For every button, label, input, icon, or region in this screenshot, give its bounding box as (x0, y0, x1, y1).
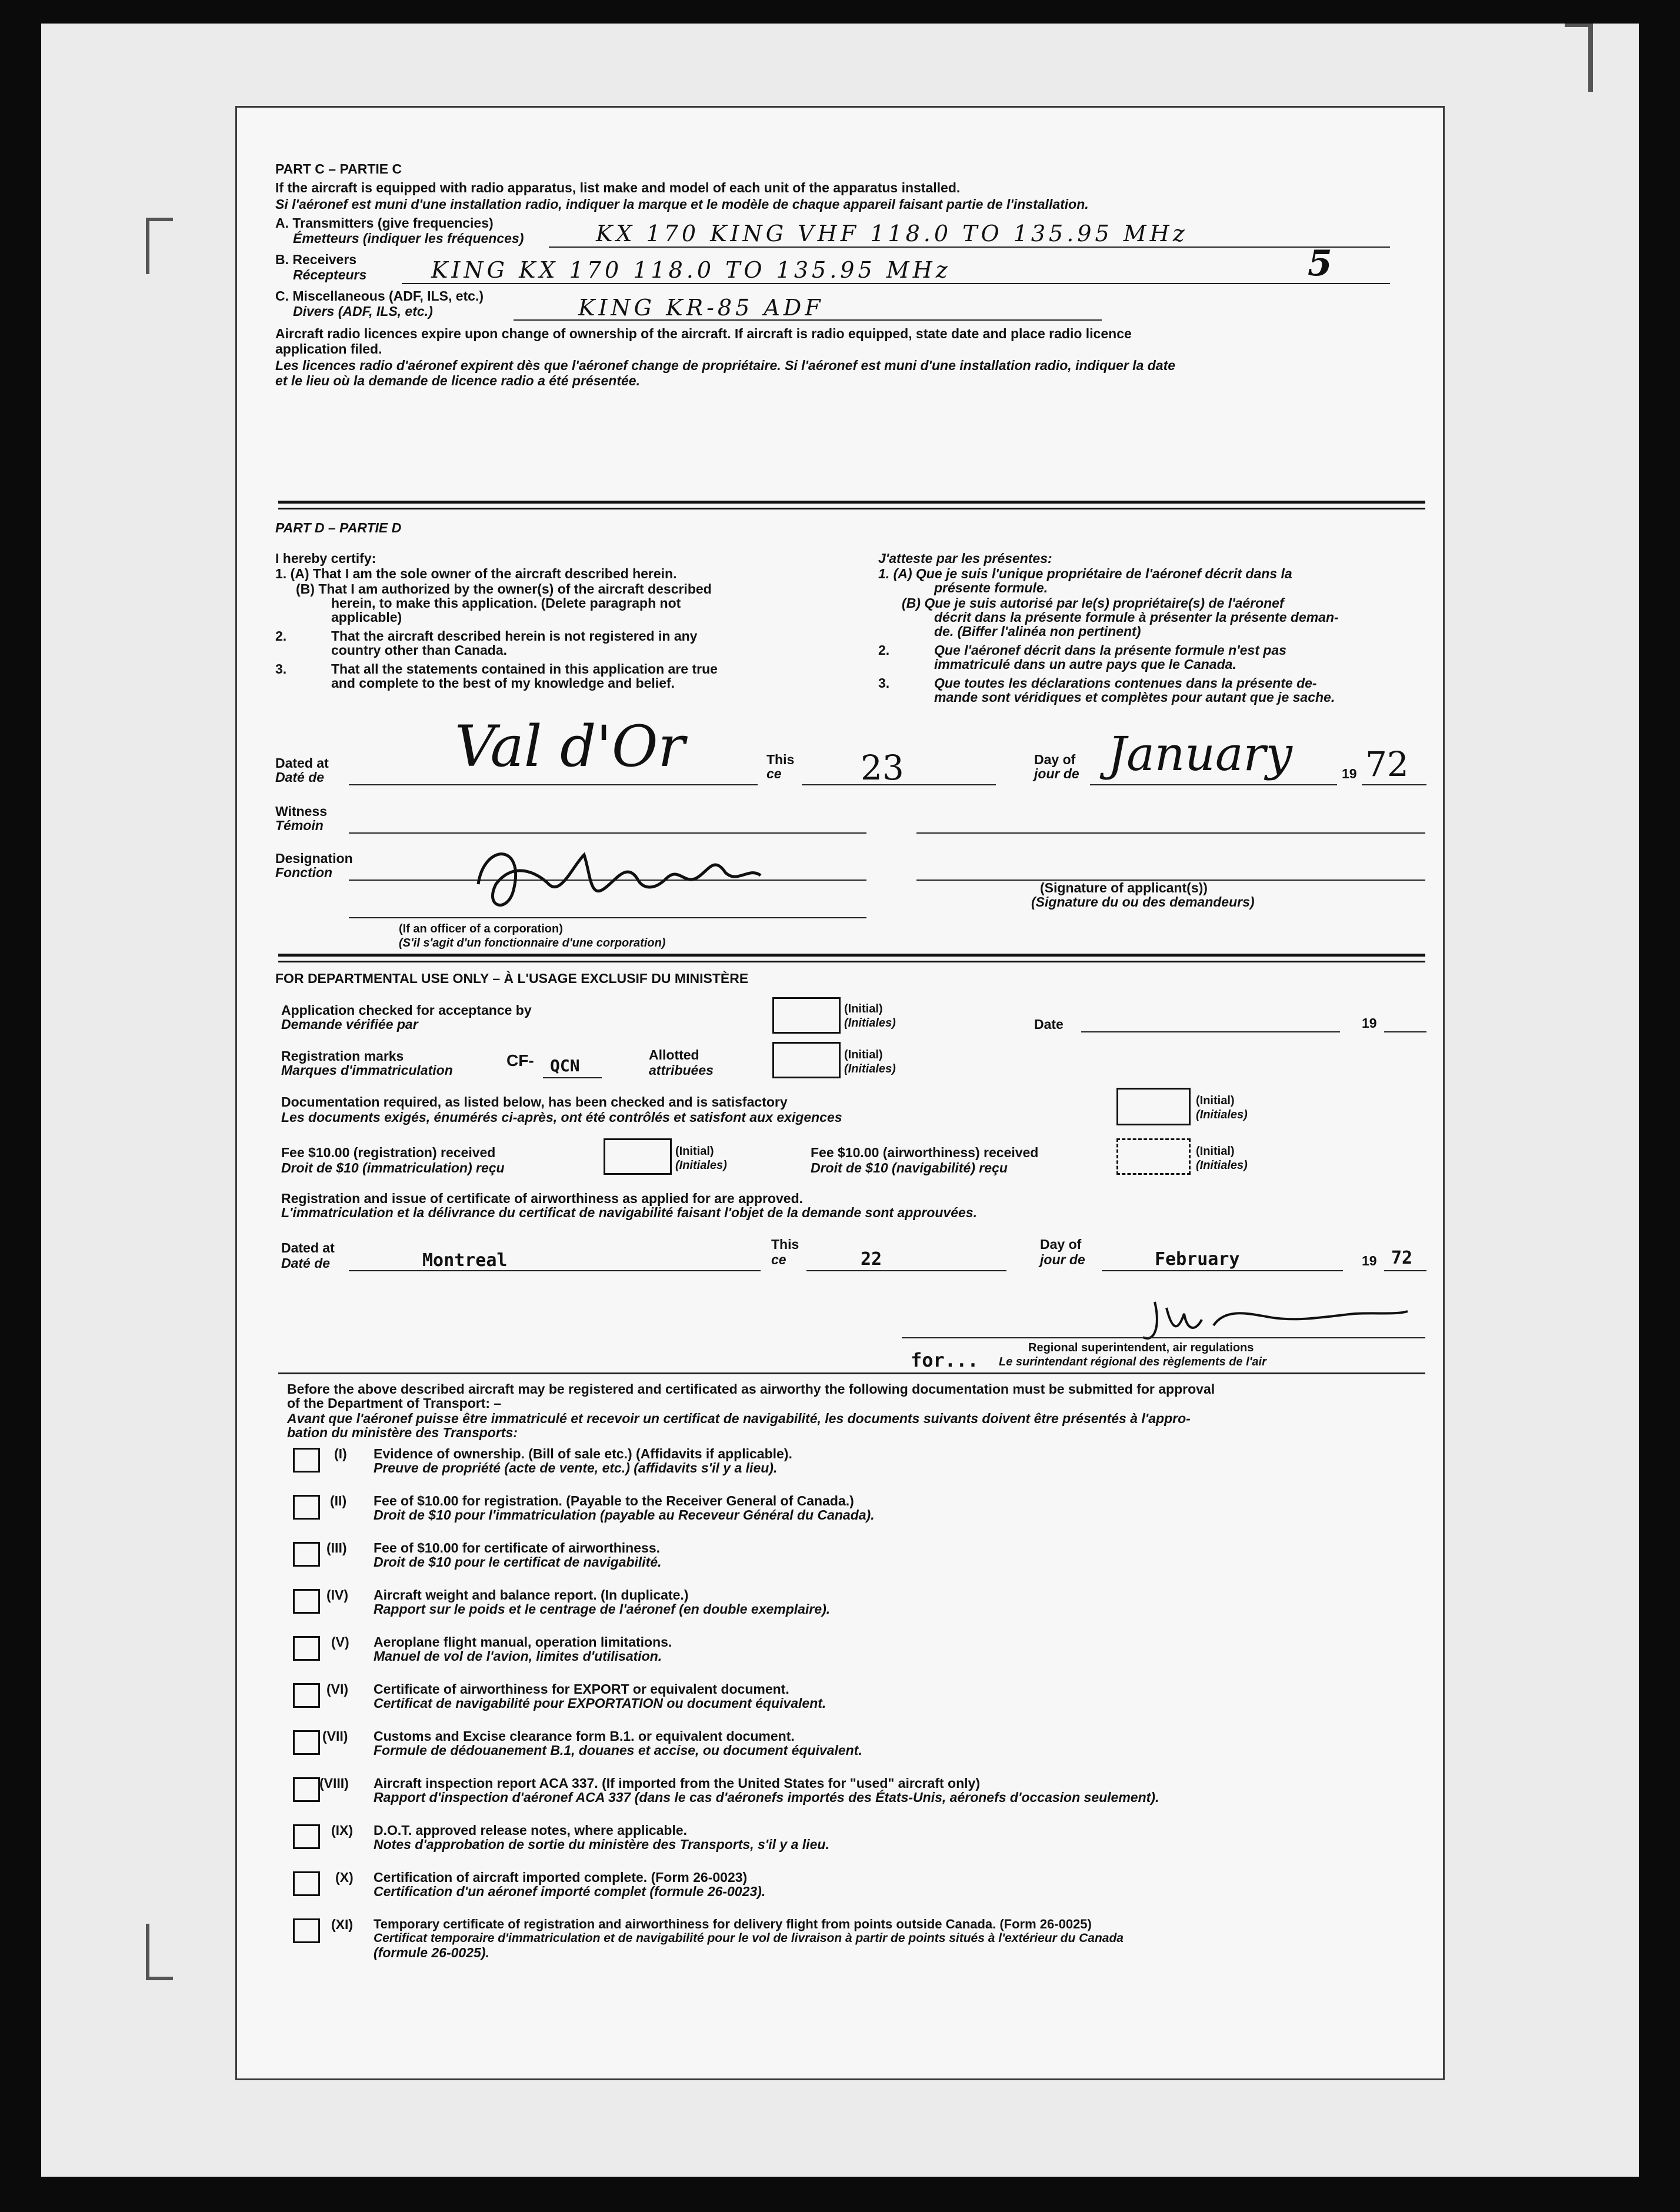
dated-at-fr: Daté de (275, 769, 325, 785)
fee-reg-initial-box[interactable] (604, 1138, 672, 1175)
fee-air-en: Fee $10.00 (airworthiness) received (811, 1145, 1039, 1160)
dept-divider-2 (278, 961, 1425, 962)
doc-num: (I) (334, 1446, 347, 1461)
dept-year-value: 72 (1391, 1248, 1413, 1268)
app-checked-initial-box[interactable] (772, 997, 841, 1034)
month-signature: January (1108, 727, 1292, 781)
dept-month-value: February (1155, 1249, 1240, 1270)
doc-en: Fee of $10.00 for registration. (Payable to the Receiver General of Canada.) (374, 1493, 854, 1508)
doc-num: (V) (331, 1634, 349, 1650)
fr-2-2: immatriculé dans un autre pays que le Canada. (934, 657, 1236, 672)
fee-reg-initiales: (Initiales) (675, 1159, 727, 1172)
signature-applicant-fr: (Signature du ou des demandeurs) (1031, 894, 1255, 910)
doc-num: (X) (335, 1870, 354, 1885)
year-line (1362, 784, 1426, 785)
witness-fr: Témoin (275, 818, 324, 833)
part-d-divider-2 (278, 508, 1425, 509)
doc-checkbox[interactable] (293, 1871, 320, 1896)
for-label: for... (911, 1349, 979, 1371)
receivers-value: KING KX 170 118.0 TO 135.95 MHz (431, 257, 951, 283)
doc-fr: Certificat de navigabilité pour EXPORTATION ou document équivalent. (374, 1695, 826, 1711)
misc-label-en: C. Miscellaneous (ADF, ILS, etc.) (275, 288, 484, 304)
doc-req-initial-box[interactable] (1116, 1088, 1191, 1125)
dept-year-prefix-2: 19 (1362, 1253, 1377, 1268)
reg-marks-en: Registration marks (281, 1048, 404, 1064)
crop-mark-top-right (1565, 24, 1593, 92)
doc-num: (XI) (331, 1917, 354, 1932)
licence-fr-2: et le lieu où la demande de licence radio a été présentée. (275, 373, 640, 388)
certify-fr: J'atteste par les présentes: (878, 551, 1052, 566)
doc-en: Aircraft inspection report ACA 337. (If imported from the United States for "used" aircraft only) (374, 1775, 980, 1791)
witness-right-line (916, 832, 1425, 834)
doc-num: (IV) (326, 1587, 349, 1603)
misc-label-fr: Divers (ADF, ILS, etc.) (293, 304, 433, 319)
transmitters-label-en: A. Transmitters (give frequencies) (275, 215, 494, 231)
year-value: 72 (1365, 744, 1409, 784)
regional-fr: Le surintendant régional des règlements de l'air (999, 1355, 1266, 1368)
doc-num: (VI) (326, 1681, 349, 1697)
receivers-mark: 5 (1308, 243, 1332, 284)
officer-fr: (S'il s'agit d'un fonctionnaire d'une corporation) (399, 937, 666, 950)
doc-fr: Rapport sur le poids et le centrage de l'aéronef (en double exemplaire). (374, 1601, 831, 1617)
form-page (235, 106, 1445, 2080)
doc-fr: Manuel de vol de l'avion, limites d'utilisation. (374, 1648, 662, 1664)
en-2-1: That the aircraft described herein is not registered in any (331, 628, 698, 644)
transmitters-value: KX 170 KING VHF 118.0 TO 135.95 MHz (596, 221, 1188, 246)
officer-signature-icon (461, 819, 790, 925)
doc-req-en: Documentation required, as listed below, has been checked and is satisfactory (281, 1094, 788, 1110)
transmitters-label-fr: Émetteurs (indiquer les fréquences) (293, 231, 524, 246)
dept-title: FOR DEPARTMENTAL USE ONLY – À L'USAGE EXCLUSIF DU MINISTÈRE (275, 971, 749, 986)
licence-en-1: Aircraft radio licences expire upon change of ownership of the aircraft. If aircraft is radio equipped, state date and place radio licence (275, 326, 1132, 341)
fr-2-num: 2. (878, 642, 890, 658)
doc-en: Temporary certificate of registration and airworthiness for delivery flight from points outside Canada. (Form 26-0025) (374, 1917, 1092, 1931)
doc-checkbox[interactable] (293, 1918, 320, 1943)
signature-applicant-en: (Signature of applicant(s)) (1040, 880, 1208, 895)
doc-req-initial: (Initial) (1196, 1094, 1235, 1107)
doc-fr: Rapport d'inspection d'aéronef ACA 337 (dans le cas d'aéronefs importés des États-Unis, aéronefs d'occasion seulement). (374, 1790, 1159, 1805)
this-en: This (766, 752, 795, 767)
officer-en: (If an officer of a corporation) (399, 922, 563, 935)
fr-3-num: 3. (878, 675, 890, 691)
certify-en: I hereby certify: (275, 551, 376, 566)
doc-fr-2: (formule 26-0025). (374, 1945, 489, 1960)
dept-dayof-fr: jour de (1040, 1252, 1085, 1267)
receivers-label-en: B. Receivers (275, 252, 357, 267)
transmitters-line (549, 246, 1390, 248)
fr-3-1: Que toutes les déclarations contenues dans la présente de- (934, 675, 1317, 691)
doc-checkbox[interactable] (293, 1589, 320, 1614)
allotted-en: Allotted (649, 1047, 699, 1062)
fr-1a-1: 1. (A) Que je suis l'unique propriétaire de l'aéronef décrit dans la (878, 566, 1292, 581)
en-2-num: 2. (275, 628, 287, 644)
this-fr: ce (766, 766, 782, 781)
cf-value: QCN (550, 1056, 580, 1075)
doc-checkbox[interactable] (293, 1495, 320, 1520)
doc-checkbox[interactable] (293, 1448, 320, 1473)
crop-mark-bottom-left (146, 1924, 173, 1980)
allotted-initial: (Initial) (844, 1048, 883, 1061)
doc-checkbox[interactable] (293, 1636, 320, 1661)
year-prefix: 19 (1342, 766, 1357, 781)
doc-num: (VIII) (319, 1775, 349, 1791)
dept-year-line-2 (1384, 1270, 1426, 1271)
dept-dated-line (349, 1270, 761, 1271)
part-c-intro-en: If the aircraft is equipped with radio apparatus, list make and model of each unit of the apparatus installed. (275, 180, 961, 195)
app-checked-fr: Demande vérifiée par (281, 1017, 418, 1032)
doc-req-initiales: (Initiales) (1196, 1108, 1248, 1121)
doc-num: (II) (330, 1493, 347, 1508)
docs-intro-en-2: of the Department of Transport: – (287, 1395, 502, 1411)
doc-req-fr: Les documents exigés, énumérés ci-après, ont été contrôlés et satisfont aux exigences (281, 1110, 842, 1125)
dept-date-label: Date (1034, 1017, 1064, 1032)
docs-intro-fr-1: Avant que l'aéronef puisse être immatriculé et recevoir un certificat de navigabilité, les documents suivants doivent être présentés à l'appro- (287, 1411, 1191, 1426)
part-d-title: PART D – PARTIE D (275, 520, 402, 535)
month-line (1090, 784, 1337, 785)
cf-line (543, 1077, 602, 1078)
fr-1b-2: décrit dans la présente formule à présenter la présente deman- (934, 609, 1339, 625)
fee-reg-initial: (Initial) (675, 1145, 714, 1158)
doc-en: Aeroplane flight manual, operation limitations. (374, 1634, 672, 1650)
day-of-en: Day of (1034, 752, 1076, 767)
doc-fr: Droit de $10 pour l'immatriculation (payable au Receveur Général du Canada). (374, 1507, 875, 1523)
docs-intro-en-1: Before the above described aircraft may be registered and certificated as airworthy the following documentation must be submitted for approval (287, 1381, 1215, 1397)
fee-air-fr: Droit de $10 (navigabilité) reçu (811, 1160, 1008, 1175)
fee-air-initial-box[interactable] (1116, 1138, 1191, 1175)
doc-en: D.O.T. approved release notes, where applicable. (374, 1823, 688, 1838)
fee-air-initial: (Initial) (1196, 1145, 1235, 1158)
dept-this-en: This (771, 1237, 799, 1252)
dated-at-en: Dated at (275, 755, 329, 771)
fr-3-2: mande sont véridiques et complètes pour autant que je sache. (934, 689, 1335, 705)
dept-day-value: 22 (861, 1249, 882, 1270)
approve-en: Registration and issue of certificate of airworthiness as applied for are approved. (281, 1191, 804, 1206)
licence-en-2: application filed. (275, 341, 382, 357)
dept-day-line (806, 1270, 1006, 1271)
doc-fr: Preuve de propriété (acte de vente, etc.) (affidavits s'il y a lieu). (374, 1460, 778, 1475)
place-signature: Val d'Or (455, 714, 685, 779)
designation-fr: Fonction (275, 865, 333, 880)
dept-dayof-en: Day of (1040, 1237, 1082, 1252)
licence-fr-1: Les licences radio d'aéronef expirent dès que l'aéronef change de propriétaire. Si l'aéronef est muni d'une installation radio, indiquer la date (275, 358, 1176, 373)
doc-fr: Notes d'approbation de sortie du ministère des Transports, s'il y a lieu. (374, 1837, 829, 1852)
receivers-label-fr: Récepteurs (293, 267, 367, 282)
dept-year-line (1384, 1031, 1426, 1032)
misc-value: KING KR-85 ADF (578, 295, 824, 321)
en-3-2: and complete to the best of my knowledge and belief. (331, 675, 675, 691)
doc-checkbox[interactable] (293, 1542, 320, 1567)
app-checked-en: Application checked for acceptance by (281, 1002, 532, 1018)
doc-en: Certification of aircraft imported complete. (Form 26-0023) (374, 1870, 748, 1885)
cf-prefix: CF- (506, 1051, 534, 1070)
fee-reg-en: Fee $10.00 (registration) received (281, 1145, 496, 1160)
doc-fr: Formule de dédouanement B.1, douanes et accise, ou document équivalent. (374, 1743, 862, 1758)
regional-en: Regional superintendent, air regulations (1028, 1341, 1254, 1354)
witness-en: Witness (275, 804, 327, 819)
doc-num: (IX) (331, 1823, 354, 1838)
dept-date-line (1081, 1031, 1340, 1032)
allotted-fr: attribuées (649, 1062, 714, 1078)
superintendent-line (902, 1337, 1425, 1338)
part-c-intro-fr: Si l'aéronef est muni d'une installation radio, indiquer la marque et le modèle de chaque appareil faisant partie de l'installation. (275, 196, 1089, 212)
crop-mark-top-left (146, 218, 173, 274)
app-checked-initial: (Initial) (844, 1002, 883, 1015)
receivers-line (402, 283, 1390, 284)
fee-reg-fr: Droit de $10 (immatriculation) reçu (281, 1160, 505, 1175)
en-3-1: That all the statements contained in this application are true (331, 661, 718, 677)
doc-checkbox[interactable] (293, 1683, 320, 1708)
app-checked-initiales: (Initiales) (844, 1017, 896, 1030)
designation-en: Designation (275, 851, 353, 866)
day-of-fr: jour de (1034, 766, 1079, 781)
fr-1b-3: de. (Biffer l'alinéa non pertinent) (934, 624, 1141, 639)
doc-en: Evidence of ownership. (Bill of sale etc.) (Affidavits if applicable). (374, 1446, 792, 1461)
fr-2-1: Que l'aéronef décrit dans la présente formule n'est pas (934, 642, 1286, 658)
doc-en: Certificate of airworthiness for EXPORT or equivalent document. (374, 1681, 789, 1697)
fee-air-initiales: (Initiales) (1196, 1159, 1248, 1172)
doc-fr: Certificat temporaire d'immatriculation et de navigabilité pour le vol de livraison à partir de points situés à l'extérieur du Canada (374, 1931, 1124, 1945)
dated-at-line (349, 784, 758, 785)
doc-checkbox[interactable] (293, 1824, 320, 1849)
en-1a: 1. (A) That I am the sole owner of the aircraft described herein. (275, 566, 677, 581)
day-value: 23 (861, 748, 904, 788)
doc-fr: Droit de $10 pour le certificat de navigabilité. (374, 1554, 662, 1570)
dept-this-fr: ce (771, 1252, 786, 1267)
doc-en: Fee of $10.00 for certificate of airworthiness. (374, 1540, 660, 1555)
en-3-num: 3. (275, 661, 287, 677)
en-1b-3: applicable) (331, 609, 402, 625)
dept-divider-1 (278, 954, 1425, 957)
doc-num: (VII) (322, 1728, 348, 1744)
dept-year-prefix: 19 (1362, 1015, 1377, 1031)
doc-checkbox[interactable] (293, 1777, 320, 1802)
doc-checkbox[interactable] (293, 1730, 320, 1755)
dept-month-line (1102, 1270, 1343, 1271)
docs-intro-fr-2: bation du ministère des Transports: (287, 1425, 518, 1440)
part-c-title: PART C – PARTIE C (275, 161, 402, 176)
fr-1a-2: présente formule. (934, 580, 1048, 595)
approve-fr: L'immatriculation et la délivrance du certificat de navigabilité faisant l'objet de la demande sont approuvées. (281, 1205, 977, 1220)
en-1b-2: herein, to make this application. (Delete paragraph not (331, 595, 681, 611)
docs-divider (278, 1372, 1425, 1374)
doc-num: (III) (326, 1540, 347, 1555)
reg-marks-fr: Marques d'immatriculation (281, 1062, 453, 1078)
doc-en: Customs and Excise clearance form B.1. or equivalent document. (374, 1728, 795, 1744)
en-1b-1: (B) That I am authorized by the owner(s) of the aircraft described (296, 581, 712, 597)
fr-1b-1: (B) Que je suis autorisé par le(s) propriétaire(s) de l'aéronef (902, 595, 1284, 611)
doc-en: Aircraft weight and balance report. (In duplicate.) (374, 1587, 689, 1603)
allotted-initial-box[interactable] (772, 1042, 841, 1078)
part-d-divider-1 (278, 501, 1425, 504)
en-2-2: country other than Canada. (331, 642, 508, 658)
officer-line (349, 917, 866, 918)
allotted-initiales: (Initiales) (844, 1062, 896, 1075)
dept-dated-en: Dated at (281, 1240, 335, 1255)
dept-dated-fr: Daté de (281, 1255, 331, 1271)
dept-place-value: Montreal (422, 1250, 508, 1271)
doc-fr: Certification d'un aéronef importé complet (formule 26-0023). (374, 1884, 766, 1899)
